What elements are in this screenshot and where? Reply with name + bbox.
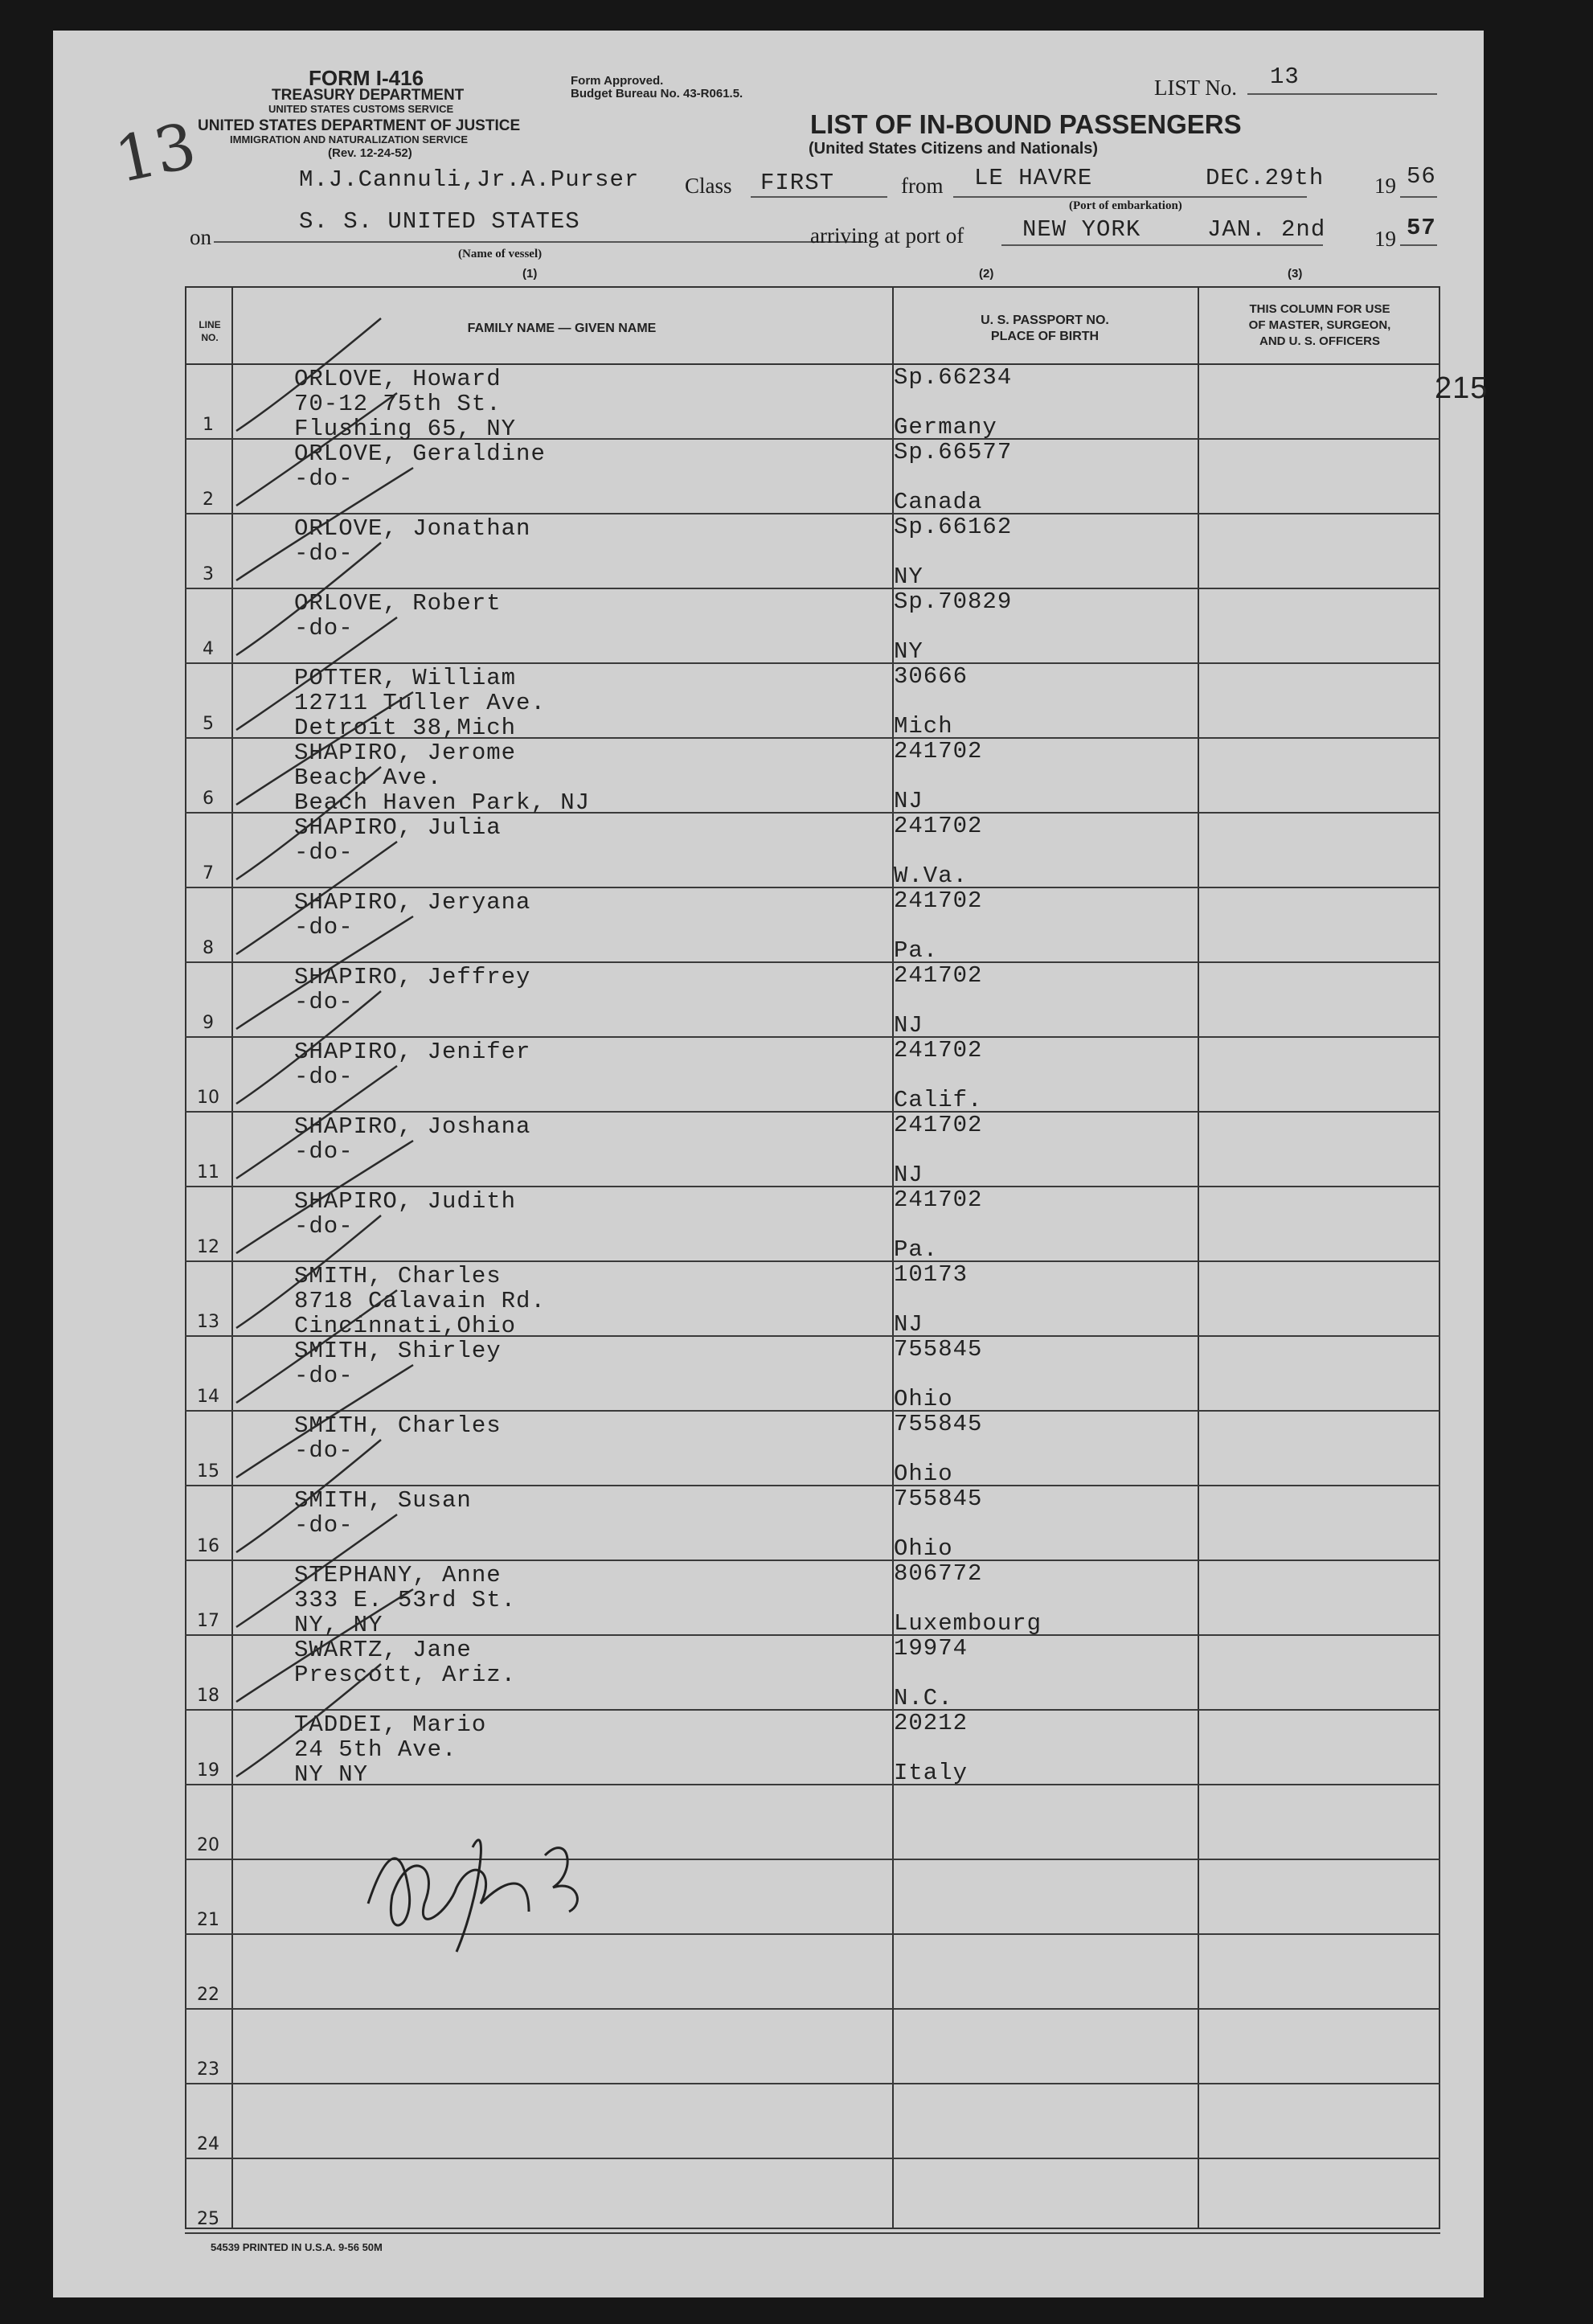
check-mark xyxy=(236,1138,413,1253)
passenger-address-1: 333 E. 53rd St. xyxy=(294,1587,517,1613)
line-number: 20 xyxy=(197,1835,219,1855)
passenger-name: ORLOVE, Geraldine xyxy=(294,441,546,467)
passport-number: 20212 xyxy=(894,1710,968,1736)
passenger-name: POTTER, William xyxy=(294,665,517,691)
officer-signature xyxy=(368,1840,577,1952)
embarkation-caption: (Port of embarkation) xyxy=(1069,199,1182,212)
passenger-address-1: 8718 Calavain Rd. xyxy=(294,1288,546,1314)
arrival-date: JAN. 2nd xyxy=(1207,216,1326,243)
passenger-address-1: -do- xyxy=(294,465,354,492)
place-of-birth: Mich xyxy=(894,713,953,740)
place-of-birth: Canada xyxy=(894,489,983,515)
passport-number: 19974 xyxy=(894,1635,968,1662)
passport-number: 241702 xyxy=(894,1187,983,1213)
passenger-address-1: Beach Ave. xyxy=(294,764,443,791)
passport-number: Sp.66577 xyxy=(894,439,1013,465)
col-num-3: (3) xyxy=(1288,267,1303,281)
print-footer: 54539 PRINTED IN U.S.A. 9-56 50M xyxy=(211,2241,383,2253)
col-num-1: (1) xyxy=(522,267,538,281)
immigration-service: IMMIGRATION AND NATURALIZATION SERVICE xyxy=(230,133,469,146)
passenger-address-1: 12711 Tuller Ave. xyxy=(294,690,546,716)
place-of-birth: NJ xyxy=(894,1012,923,1039)
form-approved: Form Approved. xyxy=(571,74,664,88)
passport-number: 241702 xyxy=(894,1112,983,1138)
col-header-officers-1: THIS COLUMN FOR USE xyxy=(1249,302,1390,316)
check-mark xyxy=(236,1514,397,1627)
col-header-line-no: LINE NO. xyxy=(199,319,221,343)
col-header-name: FAMILY NAME — GIVEN NAME xyxy=(467,322,657,335)
passenger-name: SHAPIRO, Jerome xyxy=(294,740,517,766)
purser-name: M.J.Cannuli,Jr.A.Purser xyxy=(299,166,640,193)
col-num-2: (2) xyxy=(979,267,994,281)
embarkation-port: LE HAVRE xyxy=(974,165,1093,191)
place-of-birth: NJ xyxy=(894,788,923,814)
arrival-year-prefix: 19 xyxy=(1374,227,1396,251)
check-mark xyxy=(236,393,397,506)
list-no-label: LIST No. xyxy=(1154,76,1238,100)
line-number: 24 xyxy=(197,2134,219,2154)
place-of-birth: Ohio xyxy=(894,1386,953,1412)
budget-bureau-no: Budget Bureau No. 43-R061.5. xyxy=(571,87,743,100)
passenger-address-2: NY NY xyxy=(294,1761,369,1788)
place-of-birth: NY xyxy=(894,638,923,665)
passenger-name: SMITH, Charles xyxy=(294,1263,502,1289)
line-number: 12 xyxy=(197,1237,219,1257)
form-number: FORM I-416 xyxy=(309,66,424,90)
officer-note: 215 xyxy=(1435,371,1489,405)
passenger-name: ORLOVE, Robert xyxy=(294,590,502,617)
place-of-birth: W.Va. xyxy=(894,863,968,889)
place-of-birth: Italy xyxy=(894,1760,968,1786)
passenger-address-1: -do- xyxy=(294,1213,354,1240)
line-number: 16 xyxy=(197,1536,219,1556)
passenger-name: TADDEI, Mario xyxy=(294,1711,487,1738)
check-mark xyxy=(236,1066,397,1178)
passenger-name: ORLOVE, Howard xyxy=(294,366,502,392)
list-title: LIST OF IN-BOUND PASSENGERS xyxy=(810,109,1242,139)
line-number: 11 xyxy=(197,1162,219,1182)
line-number: 3 xyxy=(203,564,214,584)
line-number: 13 xyxy=(197,1312,219,1332)
treasury-dept: TREASURY DEPARTMENT xyxy=(272,87,465,104)
from-label: from xyxy=(901,174,944,198)
depart-year-prefix: 19 xyxy=(1374,174,1396,198)
line-number: 2 xyxy=(203,490,214,510)
form-revision: (Rev. 12-24-52) xyxy=(328,146,412,160)
passenger-name: SHAPIRO, Julia xyxy=(294,814,502,841)
place-of-birth: Luxembourg xyxy=(894,1610,1042,1637)
col-header-passport-1: U. S. PASSPORT NO. xyxy=(981,314,1109,327)
line-number: 1 xyxy=(203,415,214,435)
passenger-address-1: 24 5th Ave. xyxy=(294,1736,457,1763)
check-mark xyxy=(236,318,381,431)
check-mark xyxy=(236,465,413,580)
passenger-name: SHAPIRO, Jenifer xyxy=(294,1039,531,1065)
check-mark xyxy=(236,1215,381,1328)
passport-number: 806772 xyxy=(894,1560,983,1587)
line-number: 21 xyxy=(197,1910,219,1930)
manifest-page xyxy=(53,31,1489,2297)
passport-number: 755845 xyxy=(894,1486,983,1512)
check-mark xyxy=(236,916,413,1029)
passport-number: 241702 xyxy=(894,1037,983,1064)
place-of-birth: NY xyxy=(894,564,923,590)
line-number: 17 xyxy=(197,1611,219,1631)
check-mark xyxy=(236,1589,413,1702)
check-mark xyxy=(236,1437,381,1552)
check-mark xyxy=(236,540,381,655)
passenger-name: SHAPIRO, Judith xyxy=(294,1188,517,1215)
line-number: 6 xyxy=(203,789,214,809)
line-number: 5 xyxy=(203,714,214,734)
on-label: on xyxy=(190,225,211,249)
depart-date: DEC.29th xyxy=(1206,165,1325,191)
arrival-port: NEW YORK xyxy=(1022,216,1141,243)
list-subtitle: (United States Citizens and Nationals) xyxy=(809,140,1099,158)
check-mark xyxy=(236,1664,381,1777)
check-mark xyxy=(236,692,413,805)
place-of-birth: Ohio xyxy=(894,1535,953,1562)
passenger-address-1: -do- xyxy=(294,839,354,866)
passenger-address-2: Detroit 38,Mich xyxy=(294,715,517,741)
place-of-birth: Calif. xyxy=(894,1087,983,1113)
passport-number: 755845 xyxy=(894,1411,983,1437)
passenger-name: ORLOVE, Jonathan xyxy=(294,515,531,542)
list-no-value: 13 xyxy=(1270,64,1300,90)
passenger-name: SMITH, Shirley xyxy=(294,1338,502,1364)
line-number: 8 xyxy=(203,938,214,958)
line-number: 23 xyxy=(197,2060,219,2080)
passport-number: Sp.66162 xyxy=(894,514,1013,540)
place-of-birth: Pa. xyxy=(894,937,939,964)
line-number: 4 xyxy=(203,639,214,659)
place-of-birth: Pa. xyxy=(894,1236,939,1263)
place-of-birth: NJ xyxy=(894,1162,923,1188)
class-value: FIRST xyxy=(760,170,835,196)
line-number: 7 xyxy=(203,863,214,883)
col-header-officers-3: AND U. S. OFFICERS xyxy=(1259,334,1380,348)
passenger-address-2: NY, NY xyxy=(294,1612,383,1638)
passport-number: 241702 xyxy=(894,962,983,989)
check-mark xyxy=(236,839,397,954)
depart-year: 56 xyxy=(1407,163,1436,190)
check-mark xyxy=(236,1290,397,1403)
passenger-address-2: Beach Haven Park, NJ xyxy=(294,789,591,816)
passenger-address-1: -do- xyxy=(294,1437,354,1464)
passport-number: Sp.66234 xyxy=(894,364,1013,391)
passenger-name: SHAPIRO, Jeffrey xyxy=(294,964,531,990)
place-of-birth: Germany xyxy=(894,414,997,441)
check-mark xyxy=(236,991,381,1104)
passenger-address-1: 70-12 75th St. xyxy=(294,391,502,417)
passport-number: 241702 xyxy=(894,813,983,839)
passenger-address-1: -do- xyxy=(294,1363,354,1389)
check-mark xyxy=(236,767,381,879)
passport-number: 10173 xyxy=(894,1261,968,1288)
arriving-label: arriving at port of xyxy=(810,223,964,248)
passenger-name: SHAPIRO, Jeryana xyxy=(294,889,531,916)
line-number: 19 xyxy=(197,1760,219,1781)
class-label: Class xyxy=(685,174,732,198)
check-mark xyxy=(236,1365,413,1478)
place-of-birth: N.C. xyxy=(894,1685,953,1711)
passenger-address-1: -do- xyxy=(294,1064,354,1090)
vessel-caption: (Name of vessel) xyxy=(458,248,543,260)
place-of-birth: NJ xyxy=(894,1311,923,1338)
passport-number: 241702 xyxy=(894,738,983,764)
place-of-birth: Ohio xyxy=(894,1461,953,1487)
passport-number: 755845 xyxy=(894,1336,983,1363)
line-number: 18 xyxy=(197,1686,219,1706)
passenger-address-2: Cincinnati,Ohio xyxy=(294,1313,517,1339)
vessel-name: S. S. UNITED STATES xyxy=(299,208,580,235)
passenger-address-1: -do- xyxy=(294,1138,354,1165)
customs-service: UNITED STATES CUSTOMS SERVICE xyxy=(268,103,454,115)
col-header-officers-2: OF MASTER, SURGEON, xyxy=(1248,318,1391,332)
passport-number: 30666 xyxy=(894,663,968,690)
check-mark xyxy=(236,617,397,730)
passenger-address-1: -do- xyxy=(294,540,354,567)
margin-list-mark: 13 xyxy=(109,109,203,198)
line-number: 25 xyxy=(197,2209,219,2229)
passenger-name: STEPHANY, Anne xyxy=(294,1562,502,1588)
passenger-address-1: -do- xyxy=(294,914,354,941)
col-header-passport-2: PLACE OF BIRTH xyxy=(990,330,1100,343)
line-number: 14 xyxy=(197,1387,219,1407)
passport-number: Sp.70829 xyxy=(894,588,1013,615)
justice-dept: UNITED STATES DEPARTMENT OF JUSTICE xyxy=(198,117,521,134)
passenger-address-2: Flushing 65, NY xyxy=(294,416,517,442)
passenger-address-1: -do- xyxy=(294,1512,354,1539)
passenger-address-1: -do- xyxy=(294,989,354,1015)
line-number: 15 xyxy=(197,1461,219,1482)
passenger-name: SWARTZ, Jane xyxy=(294,1637,472,1663)
passenger-name: SMITH, Susan xyxy=(294,1487,472,1514)
passenger-name: SHAPIRO, Joshana xyxy=(294,1113,531,1140)
passenger-address-1: -do- xyxy=(294,615,354,641)
line-number: 9 xyxy=(203,1013,214,1033)
arrival-year: 57 xyxy=(1407,215,1436,241)
line-number: 22 xyxy=(197,1985,219,2005)
passenger-address-1: Prescott, Ariz. xyxy=(294,1662,517,1688)
annotation-overlay xyxy=(53,31,1484,2297)
passport-number: 241702 xyxy=(894,887,983,914)
passenger-name: SMITH, Charles xyxy=(294,1412,502,1439)
line-number: 10 xyxy=(197,1088,219,1108)
